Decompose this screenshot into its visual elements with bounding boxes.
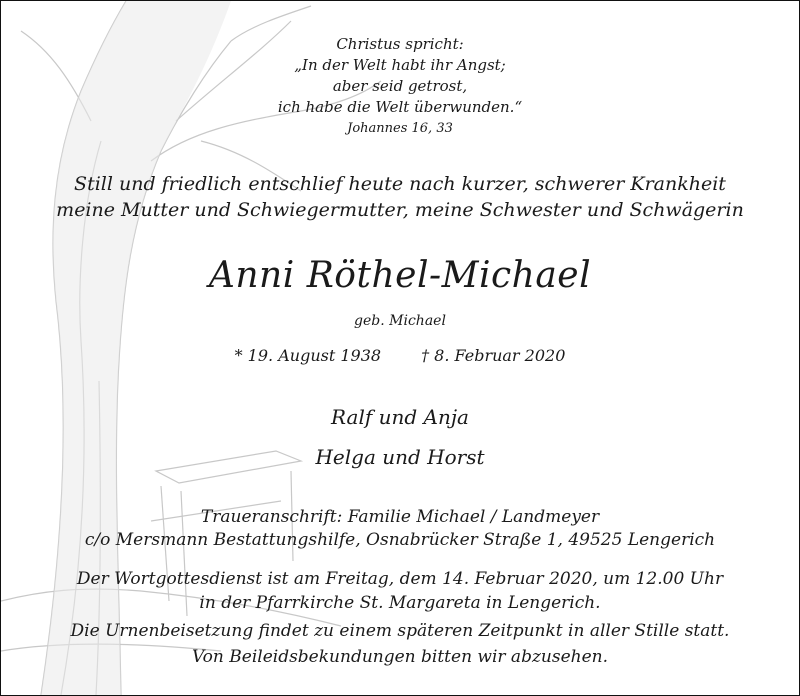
service-line-3: Die Urnenbeisetzung findet zu einem späteren Zeitpunkt in aller Stille statt.: [70, 621, 730, 641]
mourner-1: Ralf und Anja: [331, 405, 469, 429]
deceased-name: Anni Röthel-Michael: [208, 255, 592, 296]
mourner-2: Helga und Horst: [315, 445, 485, 469]
verse-line-1: Christus spricht:: [336, 35, 464, 53]
intro-line-1: Still und friedlich entschlief heute nach kurzer, schwerer Krankheit: [74, 173, 726, 195]
life-dates: [1, 346, 799, 365]
verse-line-3: aber seid getrost,: [332, 77, 468, 95]
service-line-4: Von Beileidsbekundungen bitten wir abzusehen.: [191, 647, 609, 667]
service-line-1: Der Wortgottesdienst ist am Freitag, dem 14. Februar 2020, um 12.00 Uhr: [76, 569, 724, 589]
death-date: † 8. Februar 2020: [421, 346, 566, 365]
verse-line-2: „In der Welt habt ihr Angst;: [294, 56, 506, 74]
address-line-2: c/o Mersmann Bestattungshilfe, Osnabrücker Straße 1, 49525 Lengerich: [84, 530, 716, 550]
intro-line-2: meine Mutter und Schwiegermutter, meine Schwester und Schwägerin: [56, 199, 744, 221]
verse-line-4: ich habe die Welt überwunden.“: [277, 98, 523, 116]
address-line-1: Traueranschrift: Familie Michael / Landmeyer: [200, 507, 600, 527]
verse-reference: Johannes 16, 33: [347, 121, 453, 136]
born-name: geb. Michael: [354, 313, 446, 329]
birth-date: * 19. August 1938: [234, 346, 382, 365]
service-line-2: in der Pfarrkirche St. Margareta in Lengerich.: [199, 593, 601, 613]
